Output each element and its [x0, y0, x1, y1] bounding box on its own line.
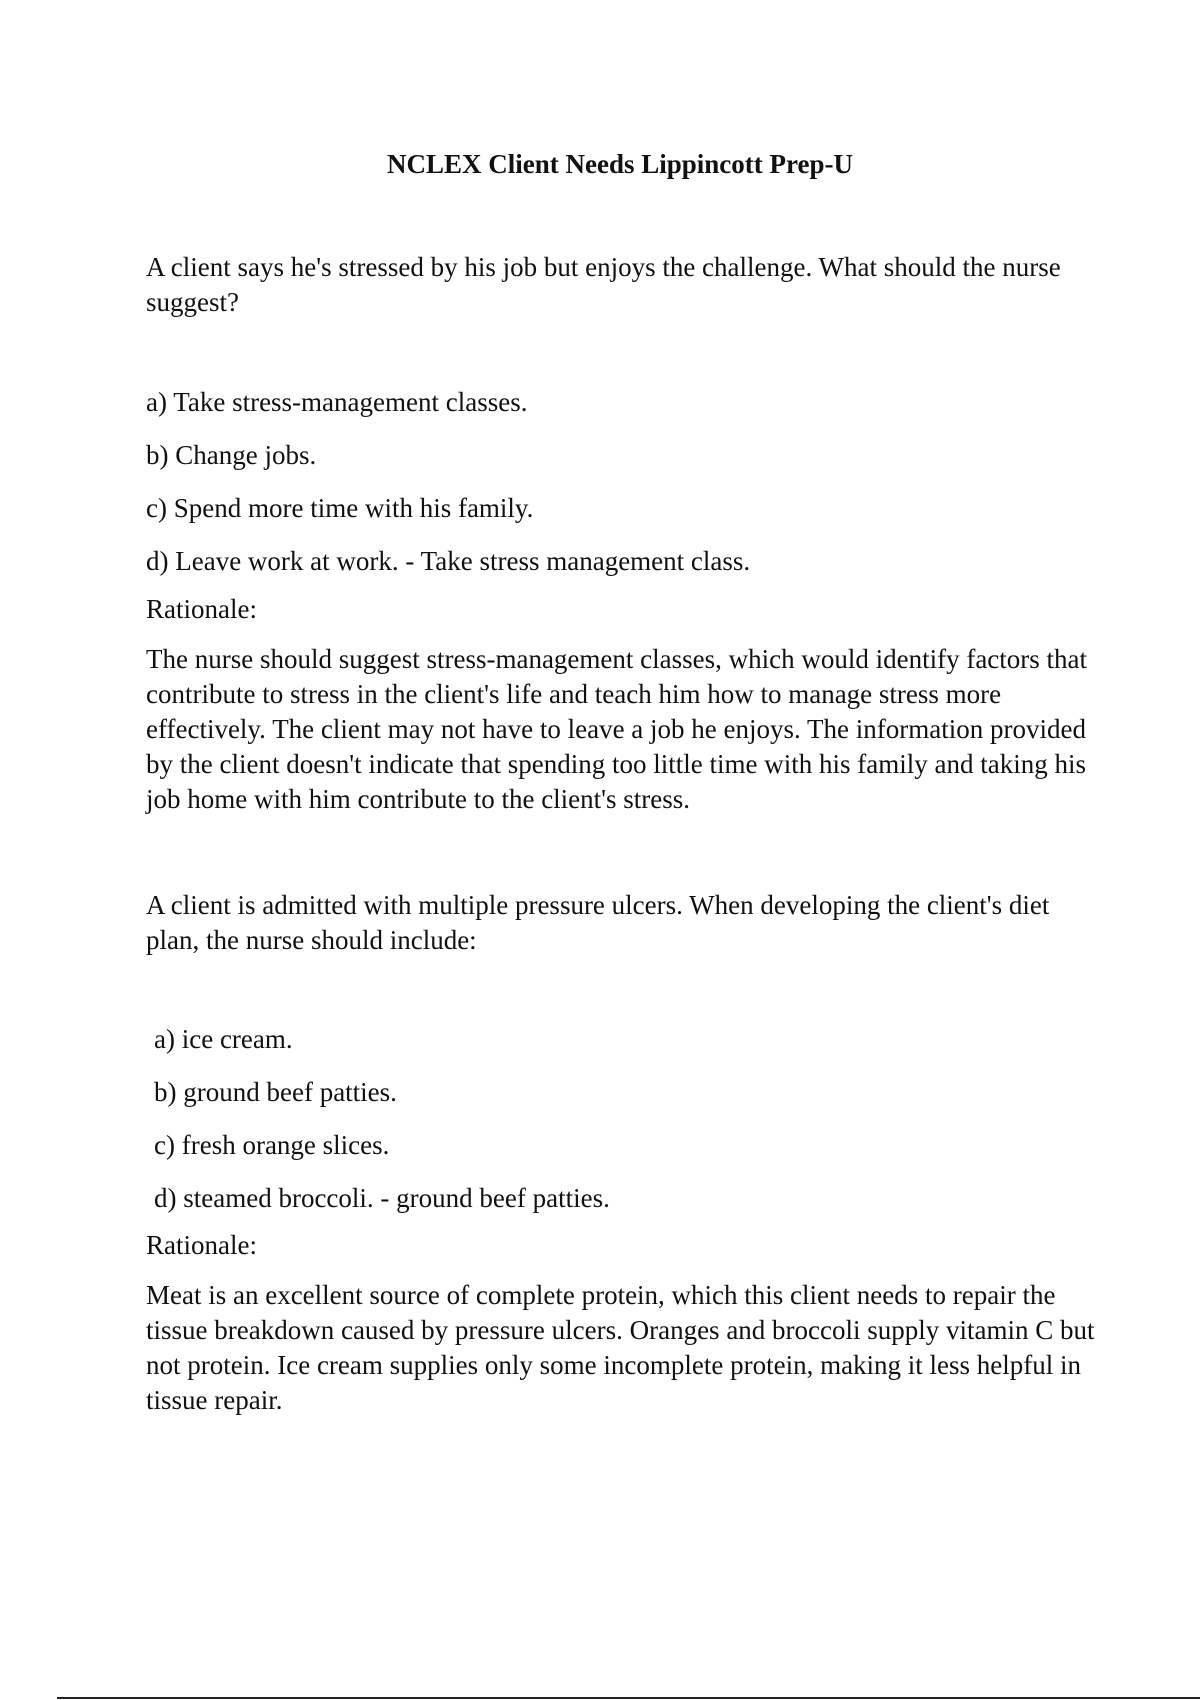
question-2-option-a: a) ice cream. — [154, 1024, 293, 1054]
question-1-option-a: a) Take stress-management classes. — [146, 387, 528, 417]
question-1-rationale-text: The nurse should suggest stress-management classes, which would identify factors that contribute to stress in the client's life and teach him how to manage stress more effectively. The client may not have to leave a job he enjoys. The information provided by the client doesn't indicate that spending too little time with his family and taking his job home with him contribute to the client's stress. — [146, 644, 1088, 814]
page-title: NCLEX Client Needs Lippincott Prep-U — [386, 149, 853, 179]
question-2-stem: A client is admitted with multiple pressure ulcers. When developing the client's diet plan, the nurse should include: — [146, 890, 1050, 955]
question-1-option-c: c) Spend more time with his family. — [146, 493, 534, 523]
question-1-options — [146, 385, 1106, 597]
question-1-stem: A client says he's stressed by his job but enjoys the challenge. What should the nurse suggest? — [146, 252, 1061, 317]
question-2-option-d: d) steamed broccoli. - ground beef patties. — [154, 1183, 610, 1213]
question-1-option-d: d) Leave work at work. - Take stress management class. — [146, 546, 751, 576]
question-2-rationale-label: Rationale: — [146, 1230, 257, 1260]
footer-divider — [57, 1697, 1200, 1699]
question-2-option-b: b) ground beef patties. — [154, 1077, 397, 1107]
question-2-options — [154, 1022, 1114, 1234]
question-1-option-b: b) Change jobs. — [146, 440, 317, 470]
question-2-rationale-text: Meat is an excellent source of complete protein, which this client needs to repair the tissue breakdown caused by pressure ulcers. Oranges and broccoli supply vitamin C but not protein. Ice cream supplies only some incomplete protein, making it less helpful in tissue repair. — [146, 1280, 1095, 1415]
question-2-option-c: c) fresh orange slices. — [154, 1130, 390, 1160]
question-1-rationale-label: Rationale: — [146, 594, 257, 624]
